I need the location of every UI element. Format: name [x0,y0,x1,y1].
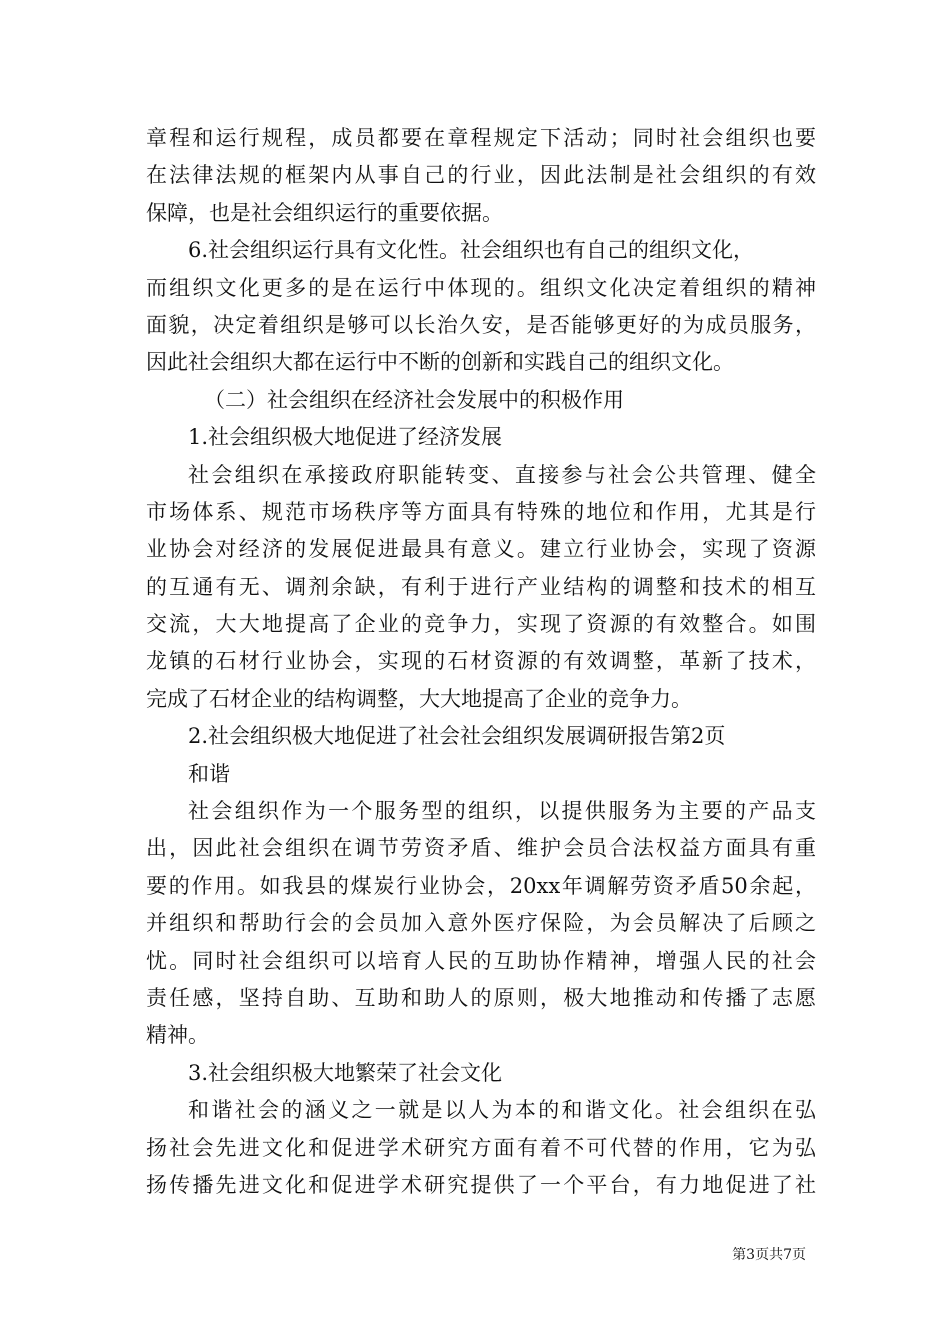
text-line: 业协会对经济的发展促进最具有意义。建立行业协会，实现了资源 [146,537,816,562]
text-line: 因此社会组织大都在运行中不断的创新和实践自己的组织文化。 [146,350,734,375]
text-line: 并组织和帮助行会的会员加入意外医疗保险，为会员解决了后顾之 [146,911,816,936]
text-line: 精神。 [146,1023,209,1048]
text-line: 要的作用。如我县的煤炭行业协会，20xx年调解劳资矛盾50余起， [146,873,816,898]
text-line: 出，因此社会组织在调节劳资矛盾、维护会员合法权益方面具有重 [146,836,816,861]
text-line: 社会组织在承接政府职能转变、直接参与社会公共管理、健全 [188,462,816,487]
text-line: 6.社会组织运行具有文化性。社会组织也有自己的组织文化， [188,238,755,263]
subsection-heading: 2.社会组织极大地促进了社会社会组织发展调研报告第2页 [188,724,726,749]
text-line: 在法律法规的框架内从事自己的行业，因此法制是社会组织的有效 [146,163,816,188]
text-line: 市场体系、规范市场秩序等方面具有特殊的地位和作用，尤其是行 [146,499,816,524]
subsection-heading: 3.社会组织极大地繁荣了社会文化 [188,1060,503,1085]
text-line: 扬社会先进文化和促进学术研究方面有着不可代替的作用，它为弘 [146,1135,816,1160]
section-heading: （二）社会组织在经济社会发展中的积极作用 [204,387,624,412]
text-line: 交流，大大地提高了企业的竞争力，实现了资源的有效整合。如围 [146,612,816,637]
text-line: 完成了石材企业的结构调整，大大地提高了企业的竞争力。 [146,686,692,711]
subsection-heading-continued: 和谐 [188,761,230,786]
text-line: 章程和运行规程，成员都要在章程规定下活动；同时社会组织也要 [146,126,816,150]
text-line: 面貌，决定着组织是够可以长治久安，是否能够更好的为成员服务， [146,312,816,337]
text-line: 而组织文化更多的是在运行中体现的。组织文化决定着组织的精神 [146,275,816,300]
text-line: 忧。同时社会组织可以培育人民的互助协作精神，增强人民的社会 [146,948,816,973]
text-line: 社会组织作为一个服务型的组织，以提供服务为主要的产品支 [188,799,816,824]
text-line: 扬传播先进文化和促进学术研究提供了一个平台，有力地促进了社 [146,1172,816,1197]
text-line: 的互通有无、调剂余缺，有利于进行产业结构的调整和技术的相互 [146,574,816,599]
body-text [146,120,816,1204]
subsection-heading: 1.社会组织极大地促进了经济发展 [188,425,503,450]
text-line: 保障，也是社会组织运行的重要依据。 [146,200,503,225]
page-number: 第3页共7页 [732,1247,806,1263]
text-line: 和谐社会的涵义之一就是以人为本的和谐文化。社会组织在弘 [188,1098,816,1123]
text-line: 龙镇的石材行业协会，实现的石材资源的有效调整，革新了技术， [146,649,816,674]
text-line: 责任感，坚持自助、互助和助人的原则，极大地推动和传播了志愿 [146,985,816,1010]
